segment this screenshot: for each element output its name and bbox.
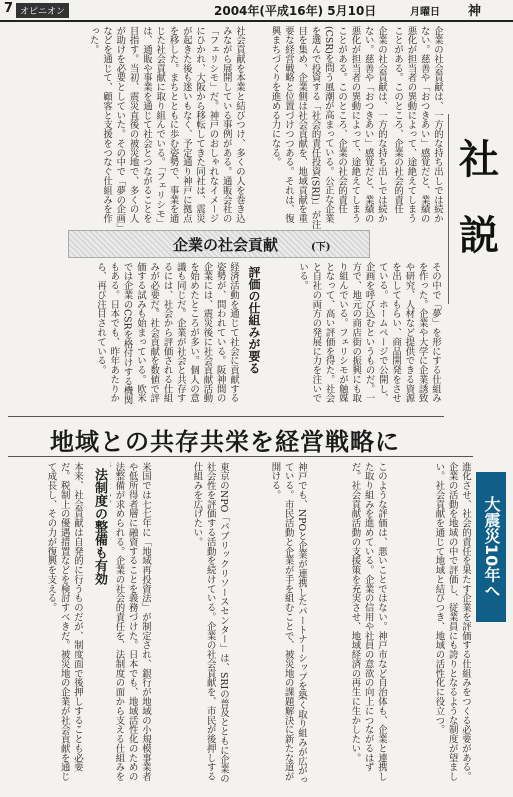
body-column-lower-6: 米国では七七年に「地域再投資法」が制定され、銀行が地域の小規模事業者や低所得者層に融資することを義務づけた。日本でも、地域活性化のための法整備が求められる。企業の社会的責任を、法制度の面から支える仕組みを	[113, 462, 151, 782]
subhead-title: 企業の社会貢献	[173, 236, 279, 254]
body-column-upper-left: 社会貢献を本業と結びつけ、多くの人を巻き込みながら展開している事例がある。通販会社の「フェリシモ」だ。神戸のおしゃれなイメージにひかれ、大阪から移転してきた同社は、震災が起きた後も迷いもなく、予定通り神戸に拠点を移した。まちとともに歩む姿勢で、事業を通じた社会貢献に取り組んでいる。「フェリシモ」は、通販や事業を通じて社会とつながることを目指す。当初、震災直後の被災地で、多くの人が助けを必要としていた。その中で「夢の企画」などを通じて、顧客と支援をつなぐ仕組みを作った。	[87, 26, 245, 228]
editorial-label	[448, 114, 507, 304]
weekday: 月曜日	[410, 7, 440, 18]
main-headline: 地域との共存共栄を経営戦略に	[50, 428, 400, 456]
body-column-lower-4: 東京のNPO「パブリックリソースセンター」は、SRIの普及とともに企業の社会性を評価する活動を続けている。企業の社会貢献を、市民が後押しする仕組みを広げたい。	[191, 462, 229, 784]
page-number: 7	[4, 1, 14, 16]
series-badge: 大震災10年へ	[476, 472, 506, 622]
divider-line	[8, 416, 444, 417]
subhead-part: (下)	[311, 242, 331, 253]
section-label: オピニオン	[16, 3, 69, 18]
body-column-lower-1: 進化させ、社会的責任を果たす企業を評価する仕組みをつくる必要がある。企業の活動を地域の中で評価し、従業員にも誇りとなるような制度が望ましい。社会貢献を通じて地域と結びつき、地域の活性化に役立つ。	[433, 462, 471, 782]
subhead-band	[68, 230, 370, 258]
side-headline-legal: 法制度の整備も有効	[92, 468, 107, 585]
divider-line	[8, 456, 473, 457]
body-column-lower-3: 神戸でも、NPOと企業が連携したパートナーシップを築く取り組みが広がっている。市民活動と企業が手を組むことで、被災地の課題解決に新たな道が開ける。	[269, 462, 307, 785]
body-column-lower-2: このような評価は、悪いことではない。神戸市など自治体も、企業と連携した取り組みを進めている。企業の信用や社員の意欲の向上につながるはずだ。社会貢献活動の支援策を充実させ、地域経済の再生に生かしたい。	[349, 462, 387, 782]
editorial-label-char-1: 社	[459, 136, 499, 183]
page-header	[0, 0, 513, 22]
body-column-upper-right: 企業の社会貢献は、一方的な持ち出しでは続かない。慈善や「おつきあい」感覚だと、業績の悪化が担当者の異動によって、途絶えてしまうことがある。このところ、企業の社会的責任	[392, 26, 443, 224]
body-column-middle-right: その中で「夢」を形にする仕組みを作った。企業や大学に企業誘致や研究、人材など提供できる資源を出してもらい、商品開発をさせている。ホームページで公開し、企画を呼び込むというものだ。一方で、地元の商店街の振興にも取り組んでいる。フェリシモが触媒となって、高い評価を得た。社会と自社の両方の発展に力を注いでいる。	[297, 262, 441, 403]
issue-date: 2004年(平成16年) 5月10日	[214, 4, 377, 18]
side-headline-evaluation: 評価の仕組みが要る	[247, 266, 261, 374]
editorial-label-char-2: 説	[459, 212, 499, 259]
body-column-middle-left: 経済活動を通じて社会に貢献する姿勢が、問われている。阪神間の企業には、震災後に社会貢献活動を始めたところが多い。個人の意識も同じだ。企業が社会と共存するには、社会から評価される仕組みが必要だ。社会貢献を数値で評価する試みも始まっている。欧米では企業のCSRを格付けする機関もある。日本でも、昨年あたりから、再び注目されている。	[95, 262, 239, 405]
newspaper-name: 神	[468, 4, 482, 19]
body-column-upper-middle: 企業の社会貢献は、一方的な持ち出しでは続かない。慈善や「おつきあい」感覚だと、業績の悪化が担当者の異動によって、途絶えてしまうことがある。このところ、企業の社会的責任(CSR)を問う風潮が高まっている。公正な企業を選んで投資する「社会的責任投資(SRI)」が注目を集め、企業側は社会貢献を、地域貢献を重要な経営戦略と位置づけつつある。それは、復興まちづくりを進める力になる。	[269, 26, 387, 229]
body-column-lower-5: 本来、社会貢献は自発的に行うものだが、制度面で後押しすることも必要だ。税制上の優遇措置などを検討すべきだ。被災地の企業が社会貢献を通じて成長し、その力が復興を支える。	[45, 462, 83, 782]
